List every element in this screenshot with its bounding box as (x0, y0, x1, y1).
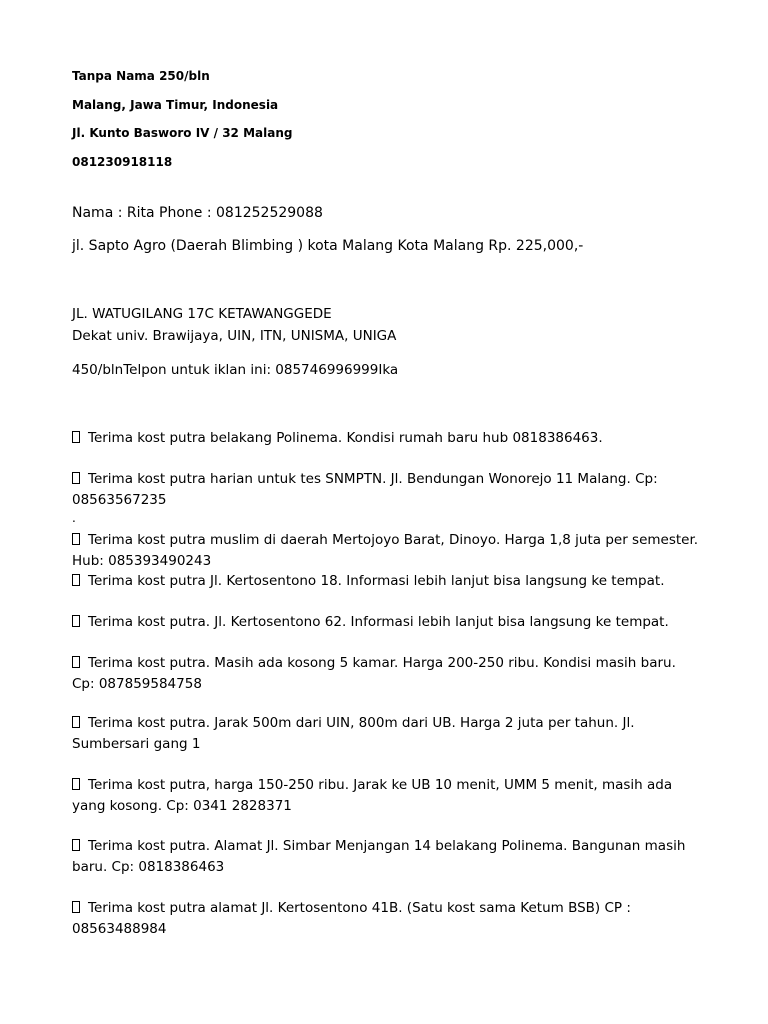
bullet-box-icon (72, 472, 80, 484)
listing-phone: 081230918118 (72, 155, 173, 169)
bullet-box-icon (72, 615, 80, 627)
ika-price-contact: 450/blnTelpon untuk iklan ini: 085746996999Ika (72, 362, 399, 378)
listing-title: Tanpa Nama 250/bln (72, 69, 210, 83)
list-item-text: Terima kost putra. Masih ada kosong 5 kamar. Harga 200-250 ribu. Kondisi masih baru. Cp: 087859584758 (72, 655, 676, 692)
ika-nearby: Dekat univ. Brawijaya, UIN, ITN, UNISMA, UNIGA (72, 328, 397, 344)
list-item-text: Terima kost putra belakang Polinema. Kondisi rumah baru hub 0818386463. (88, 430, 603, 446)
bullet-box-icon (72, 431, 80, 443)
list-item (72, 653, 702, 694)
list-item-text: Terima kost putra, harga 150-250 ribu. Jarak ke UB 10 menit, UMM 5 menit, masih ada yang kosong. Cp: 0341 2828371 (72, 777, 673, 814)
list-item-text: Terima kost putra muslim di daerah Mertojoyo Barat, Dinoyo. Harga 1,8 juta per semester. Hub: 085393490243 (72, 532, 699, 569)
list-item (72, 713, 702, 754)
list-item-text: Terima kost putra. Jarak 500m dari UIN, 800m dari UB. Harga 2 juta per tahun. Jl. Sumbersari gang 1 (72, 715, 635, 752)
list-item-text: Terima kost putra. Jl. Kertosentono 62. Informasi lebih lanjut bisa langsung ke tempat. (88, 614, 669, 630)
list-item (72, 836, 702, 877)
bullet-box-icon (72, 533, 80, 545)
separator-dot: . (72, 511, 76, 525)
list-item (72, 898, 702, 939)
listing-address: Jl. Kunto Basworo IV / 32 Malang (72, 126, 293, 140)
list-item (72, 530, 702, 571)
list-item (72, 775, 702, 816)
list-item-text: Terima kost putra Jl. Kertosentono 18. Informasi lebih lanjut bisa langsung ke tempat. (88, 573, 665, 589)
rita-address-price: jl. Sapto Agro (Daerah Blimbing ) kota Malang Kota Malang Rp. 225,000,- (72, 238, 584, 254)
bullet-box-icon (72, 716, 80, 728)
list-item (72, 612, 702, 633)
ika-address: JL. WATUGILANG 17C KETAWANGGEDE (72, 306, 332, 322)
rita-contact: Nama : Rita Phone : 081252529088 (72, 205, 323, 221)
listing-city: Malang, Jawa Timur, Indonesia (72, 98, 279, 112)
list-item (72, 571, 702, 592)
bullet-box-icon (72, 574, 80, 586)
list-item-text: Terima kost putra harian untuk tes SNMPTN. Jl. Bendungan Wonorejo 11 Malang. Cp: 08563567235 (72, 471, 658, 508)
list-item (72, 428, 702, 449)
bullet-box-icon (72, 839, 80, 851)
bullet-box-icon (72, 656, 80, 668)
bullet-box-icon (72, 778, 80, 790)
list-item-text: Terima kost putra alamat Jl. Kertosentono 41B. (Satu kost sama Ketum BSB) CP : 08563488984 (72, 900, 631, 937)
list-item-text: Terima kost putra. Alamat Jl. Simbar Menjangan 14 belakang Polinema. Bangunan masih baru. Cp: 0818386463 (72, 838, 686, 875)
list-item (72, 469, 702, 510)
bullet-box-icon (72, 901, 80, 913)
